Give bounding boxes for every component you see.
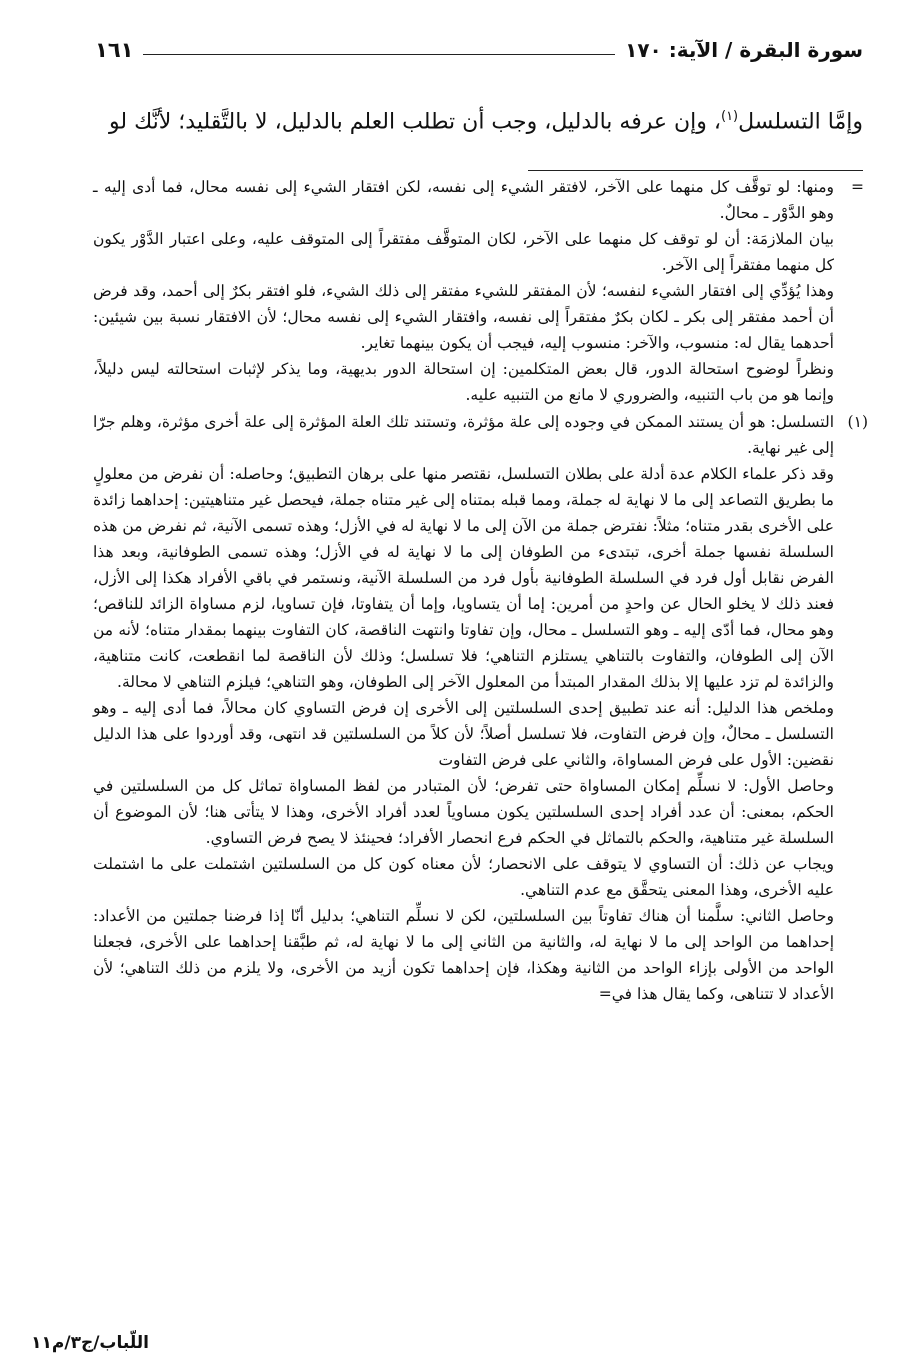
footnote-separator	[528, 170, 863, 171]
footnote-reference[interactable]: (١)	[720, 109, 739, 124]
surah-verse-title: سورة البقرة / الآية: ١٧٠	[625, 38, 863, 62]
continuation-paragraph: بيان الملازمَة: أن لو توقف كل منهما على الآخر، لكان المتوقَّف مفتقراً إلى المتوقف عليه، وعلى اعتبار الدَّوْر يكون كل منهما مفتقراً إلى الآخر.	[93, 230, 834, 274]
footnote-paragraph: وملخص هذا الدليل: أنه عند تطبيق إحدى السلسلتين إلى الأخرى إن فرض التساوي كان محالاً، فما أدى إليه ـ وهو التسلسل ـ محالٌ، وإن فرض التفاوت، فلا تسلسل أصلاً؛ لأن كلاً من السلسلتين قد انتهى، وقد أوردوا على هذا الدليل نقضين: الأول على فرض المساواة، والثاني على فرض التفاوت	[93, 699, 834, 769]
page-header	[95, 28, 863, 62]
footnote-paragraph: وقد ذكر علماء الكلام عدة أدلة على بطلان التسلسل، نقتصر منها على برهان التطبيق؛ وحاصله: أن نفرض من معلولٍ ما بطريق التصاعد إلى ما لا نهاية له جملة، ومما قبله بمتناه إلى غير متناه جملة، فيحصل غير متناهيتين: إحداهما زائدة على الأخرى بقدر متناه؛ مثلاً: نفترض جملة من الآن إلى ما لا نهاية له في الأزل؛ وهذه تسمى الآنية، ثم نفرض من هذه السلسلة نفسها جملة أخرى، تبتدىء من الطوفان إلى ما لا نهاية له في الأزل؛ وهذه تسمى الطوفانية، وبعد هذا الفرض نقابل أول فرد في السلسلة الطوفانية بأول فرد من السلسلة الآنية، ونستمر في باقي الأفراد هكذا إلى الأزل، فعند ذلك لا يخلو الحال عن واحدٍ من أمرين: إما أن يتساويا، وإما أن يتفاوتا، فإن تساويا، لزم مساواة الزائد للناقص؛ وهو محال، فما أدّى إليه ـ وهو التسلسل ـ محال، وإن تفاوتا وانتهت الناقصة، كان التفاوت بينهما بمقدار متناه؛ لأنه من الآن إلى الطوفان، والتفاوت بالتناهي يستلزم التناهي؛ فلا تسلسل؛ وذلك لأن الناقصة لما انقطعت، كانت متناهية، والزائدة لم تزد عليها إلا بذلك المقدار المبتدأ من المعلول الآخر إلى الطوفان، وهو التناهي؛ فيلزم التناهي لا محالة.	[93, 465, 834, 691]
footnotes	[93, 174, 868, 1008]
footnote-number: (١)	[847, 413, 868, 431]
footnote-paragraph: التسلسل: هو أن يستند الممكن في وجوده إلى علة مؤثرة، وتستند تلك العلة المؤثرة إلى علة أخرى مؤثرة، وهلم جرّا إلى غير نهاية.	[93, 413, 834, 457]
header-rule	[143, 54, 615, 55]
main-text	[88, 98, 863, 141]
continuation-paragraph: ونظراً لوضوح استحالة الدور، قال بعض المتكلمين: إن استحالة الدور بديهية، وما يذكر لإثبات استحالته ليس دليلاً، وإنما هو من باب التنبيه، والضروري لا مانع من التنبيه عليه.	[93, 360, 834, 404]
continuation-paragraph: وهذا يُؤدِّي إلى افتقار الشيء لنفسه؛ لأن المفتقر للشيء مفتقر إلى ذلك الشيء، فلو افتقر بكرٌ إلى أحمد، وقد فرض أن أحمد مفتقر إلى بكر ـ لكان بكرٌ مفتقراً إلى نفسه، وافتقار الشيء إلى نفسه محال؛ لأن الافتقار نسبة بين شيئين: أحدهما يقال له: منسوب، والآخر: منسوب إليه، فيجب أن يكون بينهما تغاير.	[93, 282, 834, 352]
footnote-paragraph: وحاصل الثاني: سلَّمنا أن هناك تفاوتاً بين السلسلتين، لكن لا نسلِّم التناهي؛ بدليل أنّا إذا فرضنا جملتين من الأعداد: إحداهما من الواحد إلى ما لا نهاية له، والثانية من الثاني إلى ما لا نهاية له، ثم طبَّقنا إحداهما على الأخرى، فجعلنا الواحد من الأولى بإزاء الواحد من الثانية وهكذا، فإن إحداهما تكون أزيد من الأخرى، ولا يلزم من ذلك التناهي؛ لأن الأعداد لا تتناهى، وكما يقال هذا في=	[93, 907, 834, 1003]
continuation-paragraph: ومنها: لو توقَّف كل منهما على الآخر، لافتقر الشيء إلى نفسه، لكن افتقار الشيء إلى نفسه محال، فما أدى إليه ـ وهو الدَّوْر ـ محالٌ.	[93, 178, 834, 222]
main-text-before: وإمَّا التسلسل	[738, 109, 863, 135]
footnote-1	[93, 409, 868, 1007]
volume-signature: اللّباب/ج٣/م١١	[31, 1333, 149, 1353]
footnote-continuation	[93, 174, 868, 408]
main-text-after: ، وإن عرفه بالدليل، وجب أن تطلب العلم بالدليل، لا بالتَّقليد؛ لأنَّك لو	[109, 109, 721, 135]
footnote-paragraph: وحاصل الأول: لا نسلِّم إمكان المساواة حتى تفرض؛ لأن المتبادر من لفظ المساواة تماثل كل من السلسلتين في الحكم، بمعنى: أن عدد أفراد إحدى السلسلتين يكون مساوياً لعدد أفراد الأخرى، وهذا لا يتأتى هنا؛ لأن الموضوع أن السلسلة غير متناهية، والحكم بالتماثل في الحكم فرع انحصار الأفراد؛ فحينئذ لا يصح فرض التساوي.	[93, 777, 834, 847]
page-number: ١٦١	[95, 38, 134, 62]
continuation-mark: =	[851, 178, 864, 196]
footnote-paragraph: ويجاب عن ذلك: أن التساوي لا يتوقف على الانحصار؛ لأن معناه كون كل من السلسلتين اشتملت على ما اشتملت عليه الأخرى، وهذا المعنى يتحقَّق مع عدم التناهي.	[93, 855, 834, 899]
